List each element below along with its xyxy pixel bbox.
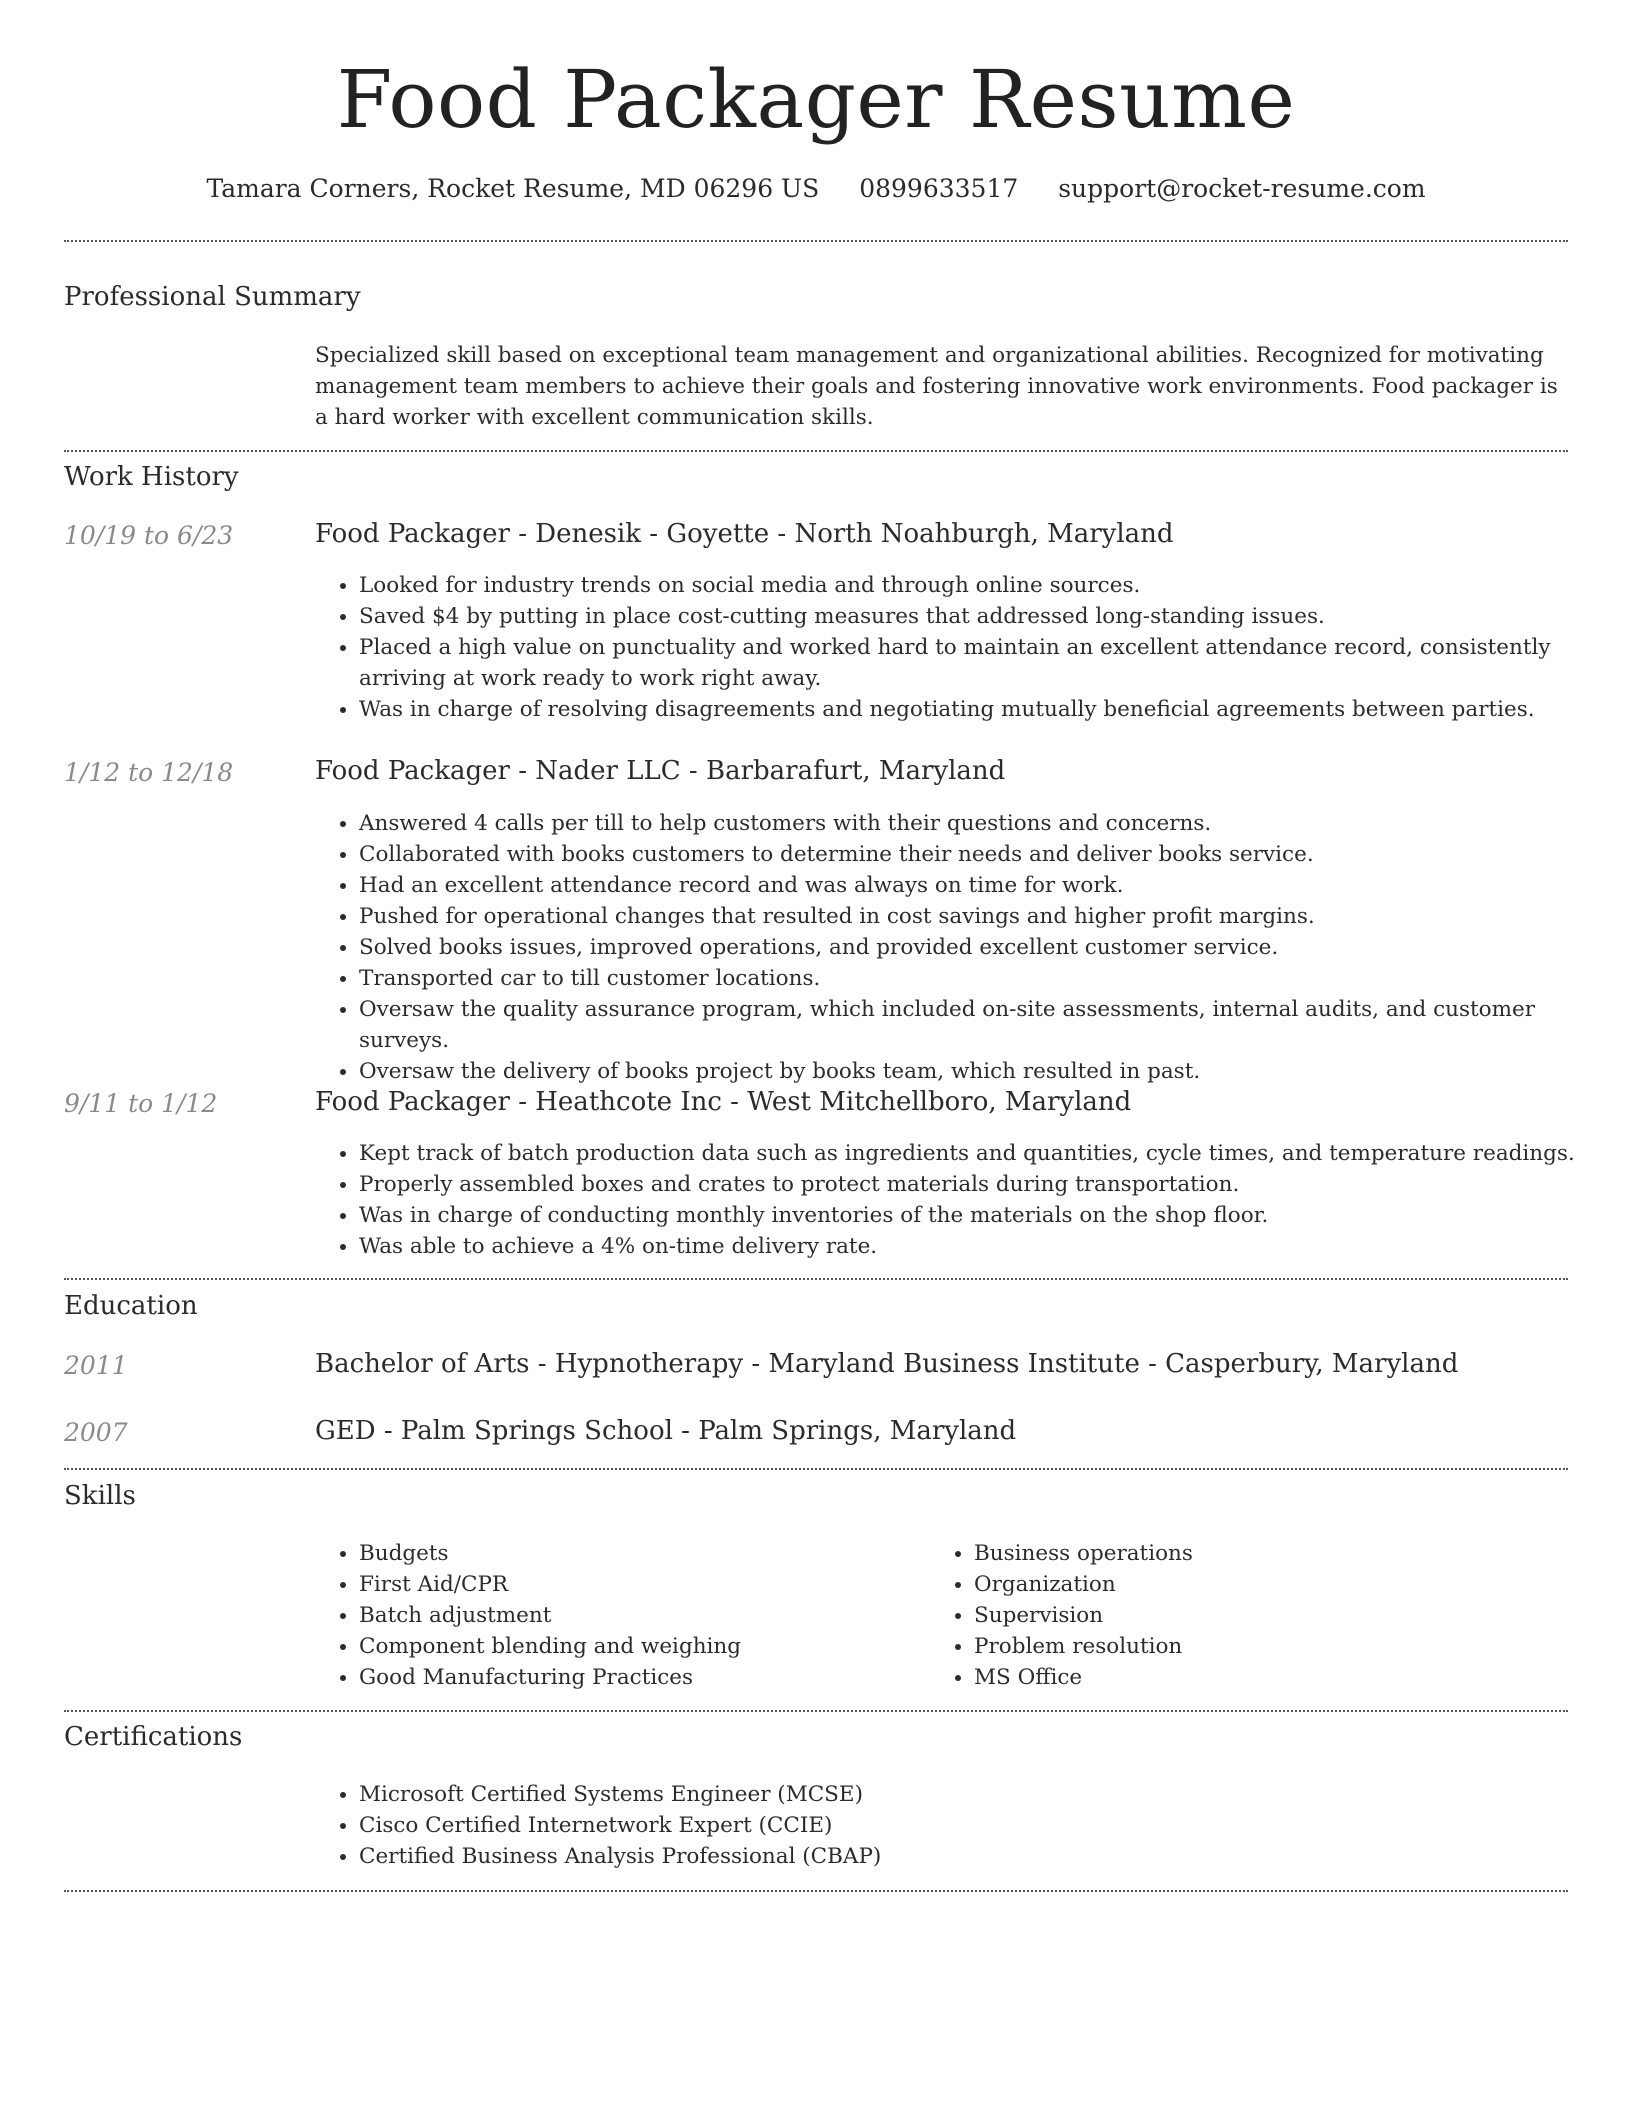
list-item: • Solved books issues, improved operations, and provided excellent customer service.: [359, 932, 1612, 963]
contact-address: Tamara Corners, Rocket Resume, MD 06296 US: [206, 174, 820, 203]
list-item: • MS Office: [974, 1662, 1632, 1693]
list-item: • Component blending and weighing: [359, 1631, 1612, 1662]
job-bullets: [315, 808, 1612, 1087]
list-item: • Was able to achieve a 4% on-time delivery rate.: [359, 1231, 1612, 1262]
list-item: • Transported car to till customer locations.: [359, 963, 1612, 994]
section-divider: [64, 1890, 1568, 1892]
skills-list-right: [930, 1538, 1632, 1693]
job-heading: Food Packager - Denesik - Goyette - North Noahburgh, Maryland: [315, 519, 1174, 549]
education-heading: Bachelor of Arts - Hypnotherapy - Maryland Business Institute - Casperbury, Maryland: [315, 1349, 1459, 1379]
list-item: • Batch adjustment: [359, 1600, 1612, 1631]
section-divider: [64, 1468, 1568, 1470]
list-item: • Oversaw the delivery of books project by books team, which resulted in past.: [359, 1056, 1612, 1087]
list-item: • Budgets: [359, 1538, 1612, 1569]
list-item: • Cisco Certified Internetwork Expert (CCIE): [359, 1810, 1612, 1841]
resume-title: Food Packager Resume: [336, 53, 1296, 146]
resume-page: [64, 0, 1575, 1869]
job-date: 1/12 to 12/18: [64, 758, 234, 787]
list-item: • Good Manufacturing Practices: [359, 1662, 1612, 1693]
list-item: • Business operations: [974, 1538, 1632, 1569]
job-bullets: [315, 1138, 1612, 1262]
list-item: • Was in charge of resolving disagreements and negotiating mutually beneficial agreements between parties.: [359, 694, 1612, 725]
list-item: • Supervision: [974, 1600, 1632, 1631]
contact-line: [64, 172, 1568, 206]
work-section-title: Work History: [64, 462, 239, 492]
section-divider: [64, 240, 1568, 242]
contact-phone: 0899633517: [859, 174, 1019, 203]
list-item: • Looked for industry trends on social media and through online sources.: [359, 570, 1612, 601]
skills-section-title: Skills: [64, 1481, 136, 1511]
section-divider: [64, 1710, 1568, 1712]
list-item: • Placed a high value on punctuality and worked hard to maintain an excellent attendance record, consistently arriving at work ready to work right away.: [359, 632, 1612, 694]
section-divider: [64, 1278, 1568, 1280]
education-heading: GED - Palm Springs School - Palm Springs, Maryland: [315, 1416, 1017, 1446]
list-item: • Answered 4 calls per till to help customers with their questions and concerns.: [359, 808, 1612, 839]
list-item: • Was in charge of conducting monthly inventories of the materials on the shop floor.: [359, 1200, 1612, 1231]
list-item: • Saved $4 by putting in place cost-cutting measures that addressed long-standing issues.: [359, 601, 1612, 632]
list-item: • Collaborated with books customers to determine their needs and deliver books service.: [359, 839, 1612, 870]
contact-email: support@rocket-resume.com: [1058, 174, 1426, 203]
list-item: • Organization: [974, 1569, 1632, 1600]
list-item: • Oversaw the quality assurance program, which included on-site assessments, internal audits, and customer surveys.: [359, 994, 1612, 1056]
list-item: • Problem resolution: [974, 1631, 1632, 1662]
list-item: • Properly assembled boxes and crates to protect materials during transportation.: [359, 1169, 1612, 1200]
list-item: • First Aid/CPR: [359, 1569, 1612, 1600]
summary-section-title: Professional Summary: [64, 282, 361, 312]
list-item: • Microsoft Certified Systems Engineer (MCSE): [359, 1779, 1612, 1810]
job-date: 9/11 to 1/12: [64, 1089, 218, 1118]
job-heading: Food Packager - Heathcote Inc - West Mitchellboro, Maryland: [315, 1087, 1132, 1117]
list-item: • Had an excellent attendance record and was always on time for work.: [359, 870, 1612, 901]
job-bullets: [315, 570, 1612, 725]
certifications-section-title: Certifications: [64, 1722, 243, 1752]
summary-text: Specialized skill based on exceptional team management and organizational abilities. Recognized for motivating management team members to achieve their goals and fostering innovative work environments. Food packager is a hard worker with excellent communication skills.: [315, 343, 1558, 430]
education-date: 2007: [64, 1418, 128, 1447]
list-item: • Kept track of batch production data such as ingredients and quantities, cycle times, and temperature readings.: [359, 1138, 1612, 1169]
list-item: • Certified Business Analysis Professional (CBAP): [359, 1841, 1612, 1872]
job-heading: Food Packager - Nader LLC - Barbarafurt, Maryland: [315, 756, 1006, 786]
section-divider: [64, 450, 1568, 452]
job-date: 10/19 to 6/23: [64, 521, 234, 550]
certifications-list: [315, 1779, 1612, 1872]
education-section-title: Education: [64, 1291, 198, 1321]
education-date: 2011: [64, 1351, 128, 1380]
list-item: • Pushed for operational changes that resulted in cost savings and higher profit margins.: [359, 901, 1612, 932]
